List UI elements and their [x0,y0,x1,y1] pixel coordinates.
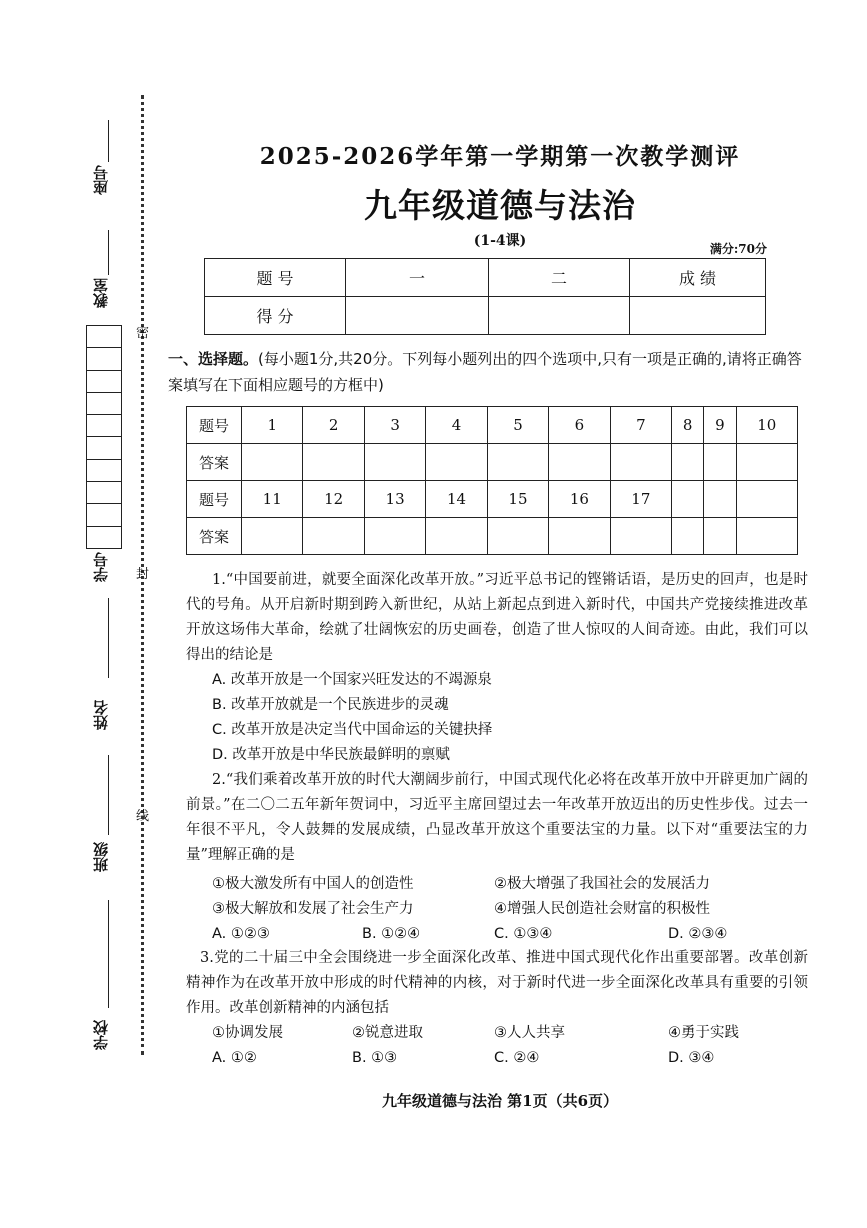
question-number-cell: 16 [549,481,610,518]
answer-cell[interactable] [672,444,704,481]
answer-row-label: 答案 [187,518,242,555]
page-footer: 九年级道德与法治 第1页（共6页） [381,1092,619,1110]
answer-cell[interactable] [242,444,303,481]
question-number-cell: 10 [736,407,797,444]
answer-row-label: 题号 [187,407,242,444]
question-3-statement-3: ③人人共享 [494,1025,565,1041]
school-label: 学校 [92,1020,110,1050]
question-number-cell: 4 [426,407,487,444]
answer-cell[interactable] [610,444,671,481]
question-number-cell: 17 [610,481,671,518]
question-2-statement-4: ④增强人民创造社会财富的积极性 [494,901,710,917]
answer-cell[interactable] [487,444,548,481]
answer-cell[interactable] [704,444,736,481]
question-3-option-d[interactable]: D. ③④ [668,1050,715,1066]
score-cell[interactable] [489,297,630,335]
table-row [187,518,798,555]
answer-cell[interactable] [303,444,364,481]
question-number-cell [704,481,736,518]
table-row [187,444,798,481]
question-number-cell: 13 [364,481,425,518]
score-header-cell: 成 绩 [630,259,766,297]
answer-cell[interactable] [672,518,704,555]
question-3-stem: 3.党的二十届三中全会围绕进一步全面深化改革、推进中国式现代化作出重要部署。改革创新精神作为在改革开放中形成的时代精神的内核，对于新时代进一步全面深化改革具有重要的引领作用。改革创新精神的内涵包括 [186,950,808,1016]
question-3-statement-1: ①协调发展 [212,1025,283,1041]
question-number-cell: 6 [549,407,610,444]
question-number-cell [672,481,704,518]
answer-table [186,406,798,555]
question-1-stem: 1.“中国要前进，就要全面深化改革开放。”习近平总书记的铿锵话语，是历史的回声，也是时代的号角。从开启新时期到跨入新世纪，从站上新起点到进入新时代，中国共产党接续推进改革开放这场伟大革命，绘就了壮阔恢宏的历史画卷，创造了世人惊叹的人间奇迹。由此，我们可以得出的结论是 [186,572,808,663]
student-id-grid [86,325,122,549]
question-2-statement-3: ③极大解放和发展了社会生产力 [212,901,414,917]
class-blank [108,755,109,835]
answer-cell[interactable] [364,444,425,481]
question-3-option-c[interactable]: C. ②④ [494,1050,540,1066]
name-blank [108,598,109,678]
question-3-option-b[interactable]: B. ①③ [352,1050,398,1066]
seat-label: 座号 [92,165,110,195]
answer-cell[interactable] [704,518,736,555]
question-number-cell: 9 [704,407,736,444]
score-row-label: 得 分 [205,297,346,335]
student-id-label: 学号 [92,552,110,582]
answer-row-label: 题号 [187,481,242,518]
score-cell[interactable] [346,297,489,335]
seal-feng: 封 [136,567,150,582]
answer-cell[interactable] [426,444,487,481]
answer-cell[interactable] [549,444,610,481]
question-number-cell [736,481,797,518]
answer-cell[interactable] [364,518,425,555]
room-label: 教室 [92,278,110,308]
seal-mi: 密 [136,326,150,341]
question-1-option-c[interactable]: C. 改革开放是决定当代中国命运的关键抉择 [212,722,493,738]
answer-cell[interactable] [610,518,671,555]
question-number-cell: 3 [364,407,425,444]
question-1-option-a[interactable]: A. 改革开放是一个国家兴旺发达的不竭源泉 [212,672,492,688]
answer-cell[interactable] [242,518,303,555]
question-1-option-d[interactable]: D. 改革开放是中华民族最鲜明的禀赋 [212,747,450,763]
class-label: 班级 [92,842,110,872]
seal-xian: 线 [136,809,150,824]
answer-cell[interactable] [736,518,797,555]
question-3-statement-2: ②锐意进取 [352,1025,423,1041]
answer-cell[interactable] [426,518,487,555]
question-number-cell: 8 [672,407,704,444]
section1-instruction: (每小题1分,共20分。下列每小题列出的四个选项中,只有一项是正确的,请将正确答案填写在下面相应题号的方框中) [168,350,802,394]
section1-title: 一、选择题。 [168,350,259,368]
score-header-cell: 二 [489,259,630,297]
subject-title: 九年级道德与法治 [364,186,636,225]
question-number-cell: 5 [487,407,548,444]
question-number-cell: 15 [487,481,548,518]
answer-row-label: 答案 [187,444,242,481]
question-1-option-b[interactable]: B. 改革开放就是一个民族进步的灵魂 [212,697,449,713]
answer-cell[interactable] [736,444,797,481]
exam-title: 2025-2026学年第一学期第一次教学测评 [259,143,741,170]
answer-cell[interactable] [549,518,610,555]
score-header-cell: 题 号 [205,259,346,297]
question-number-cell: 14 [426,481,487,518]
name-label: 姓名 [92,700,110,730]
question-2-statement-2: ②极大增强了我国社会的发展活力 [494,876,710,892]
question-2-option-c[interactable]: C. ①③④ [494,926,553,942]
section1-heading [168,346,808,398]
table-row [187,481,798,518]
answer-cell[interactable] [487,518,548,555]
question-number-cell: 2 [303,407,364,444]
question-number-cell: 12 [303,481,364,518]
score-header-cell: 一 [346,259,489,297]
table-row [187,407,798,444]
question-2-statement-1: ①极大激发所有中国人的创造性 [212,876,414,892]
question-3-statement-4: ④勇于实践 [668,1025,739,1041]
answer-cell[interactable] [303,518,364,555]
school-blank [108,900,109,1008]
lesson-scope: (1-4课) [473,233,527,249]
room-blank [108,230,109,275]
full-score: 满分:70分 [709,242,767,256]
score-table [204,258,766,335]
question-number-cell: 1 [242,407,303,444]
question-number-cell: 7 [610,407,671,444]
seat-blank [108,120,109,162]
score-cell[interactable] [630,297,766,335]
question-2-option-d[interactable]: D. ②③④ [668,926,728,942]
question-2-option-b[interactable]: B. ①②④ [362,926,421,942]
question-3-option-a[interactable]: A. ①② [212,1050,257,1066]
question-number-cell: 11 [242,481,303,518]
question-2-option-a[interactable]: A. ①②③ [212,926,270,942]
question-2-stem: 2.“我们乘着改革开放的时代大潮阔步前行，中国式现代化必将在改革开放中开辟更加广阔的前景。”在二〇二五年新年贺词中，习近平主席回望过去一年改革开放迈出的历史性步伐。过去一年很不平凡，令人鼓舞的发展成绩，凸显改革开放这个重要法宝的力量。以下对“重要法宝的力量”理解正确的是 [186,772,808,863]
